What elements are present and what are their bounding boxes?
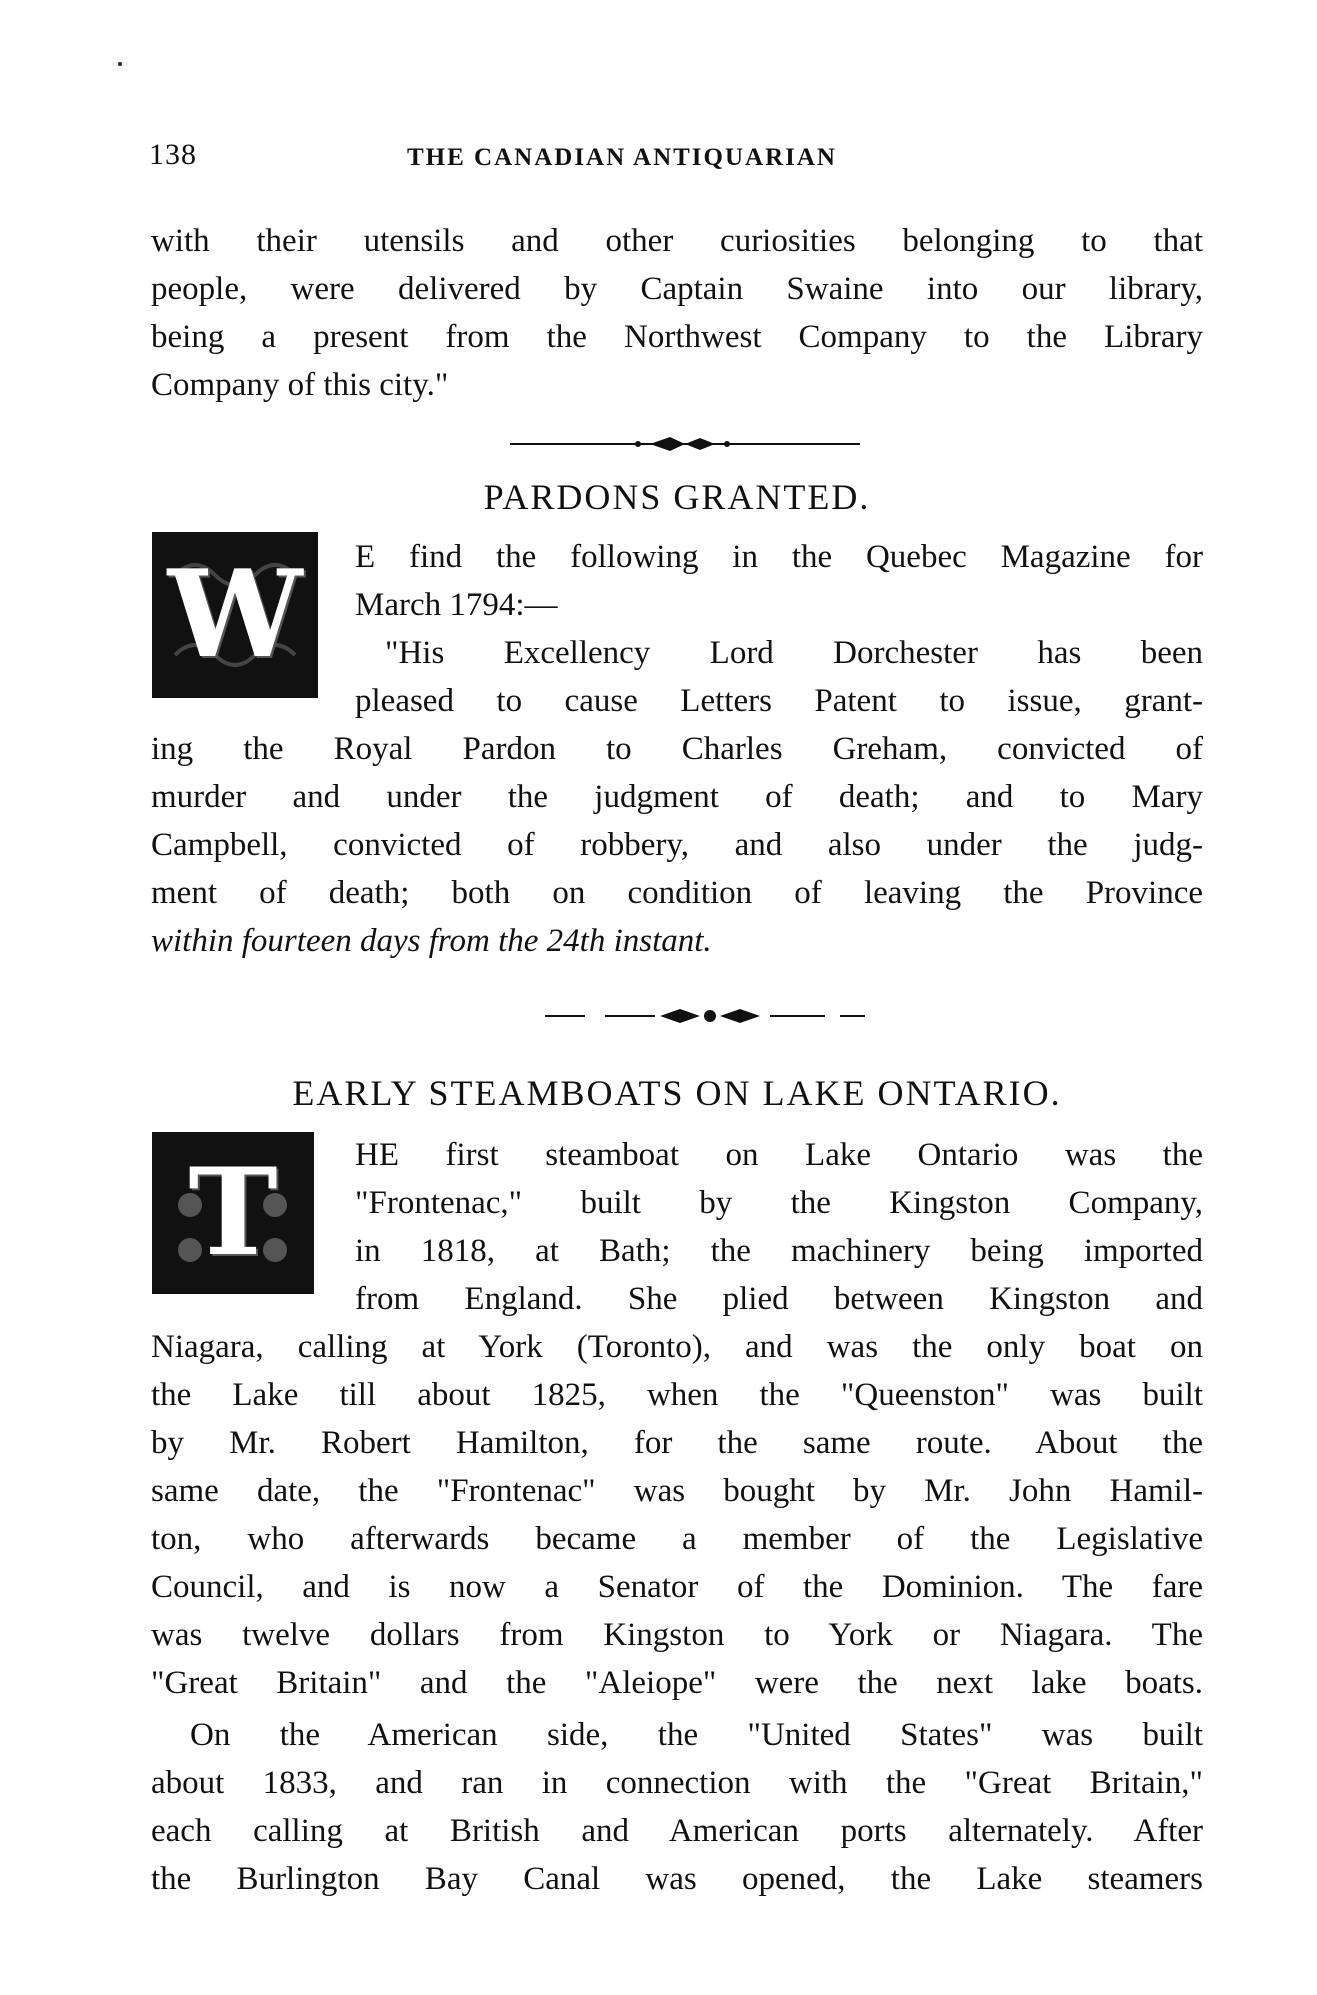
steamboats-line: was twelve dollars from Kingston to York or Niagara. The: [151, 1617, 1203, 1653]
steamboats-line: Niagara, calling at York (Toronto), and was the only boat on: [151, 1329, 1203, 1365]
pardons-line: within fourteen days from the 24th instant.: [151, 923, 712, 959]
divider-ornament: [545, 1006, 865, 1026]
journal-title: THE CANADIAN ANTIQUARIAN: [407, 144, 837, 171]
intro-line: people, were delivered by Captain Swaine into our library,: [151, 271, 1203, 307]
section-heading-pardons: PARDONS GRANTED.: [483, 477, 871, 517]
steamboats-line: in 1818, at Bath; the machinery being imported: [355, 1233, 1203, 1269]
drop-cap-letter: W: [167, 544, 303, 685]
pardons-text: E find the following in the Quebec Magazine for: [355, 539, 1203, 575]
intro-line: Company of this city.": [151, 367, 449, 403]
steamboats-line: the Lake till about 1825, when the "Queenston" was built: [151, 1377, 1203, 1413]
drop-cap-letter: T: [188, 1142, 278, 1283]
steamboats-line: same date, the "Frontenac" was bought by Mr. John Hamil-: [151, 1473, 1203, 1509]
steamboats-line: On the American side, the "United States" was built: [190, 1717, 1203, 1753]
pardons-line: March 1794:—: [355, 587, 558, 623]
pardons-line: Campbell, convicted of robbery, and also under the judg-: [151, 827, 1203, 863]
steamboats-line: the Burlington Bay Canal was opened, the Lake steamers: [151, 1861, 1203, 1897]
divider-ornament: [510, 434, 860, 454]
pardons-line: ing the Royal Pardon to Charles Greham, convicted of: [151, 731, 1203, 767]
steamboats-line: ton, who afterwards became a member of the Legislative: [151, 1521, 1203, 1557]
pardons-line: "His Excellency Lord Dorchester has been: [385, 635, 1203, 671]
page-number: 138: [149, 138, 197, 171]
intro-line: with their utensils and other curiosities belonging to that: [151, 223, 1203, 259]
steamboats-line: "Great Britain" and the "Aleiope" were the next lake boats.: [151, 1665, 1203, 1701]
steamboats-line: each calling at British and American ports alternately. After: [151, 1813, 1203, 1849]
steamboats-line: Council, and is now a Senator of the Dominion. The fare: [151, 1569, 1203, 1605]
pardons-line: pleased to cause Letters Patent to issue, grant-: [355, 683, 1203, 719]
pardons-line: [355, 532, 1203, 582]
steamboats-line: "Frontenac," built by the Kingston Company,: [355, 1185, 1203, 1221]
pardons-line: murder and under the judgment of death; and to Mary: [151, 779, 1203, 815]
drop-cap-t: [152, 1132, 314, 1294]
pardons-line: ment of death; both on condition of leaving the Province: [151, 875, 1203, 911]
stray-ink-dot: [118, 62, 122, 66]
section-heading-steamboats: EARLY STEAMBOATS ON LAKE ONTARIO.: [292, 1073, 1062, 1113]
drop-cap-w: [152, 532, 318, 698]
steamboats-line: by Mr. Robert Hamilton, for the same route. About the: [151, 1425, 1203, 1461]
steamboats-line: HE first steamboat on Lake Ontario was the: [355, 1137, 1203, 1173]
intro-line: being a present from the Northwest Company to the Library: [151, 319, 1203, 355]
running-head: [149, 138, 1201, 182]
steamboats-line: about 1833, and ran in connection with the "Great Britain,": [151, 1765, 1203, 1801]
steamboats-line: from England. She plied between Kingston and: [355, 1281, 1203, 1317]
